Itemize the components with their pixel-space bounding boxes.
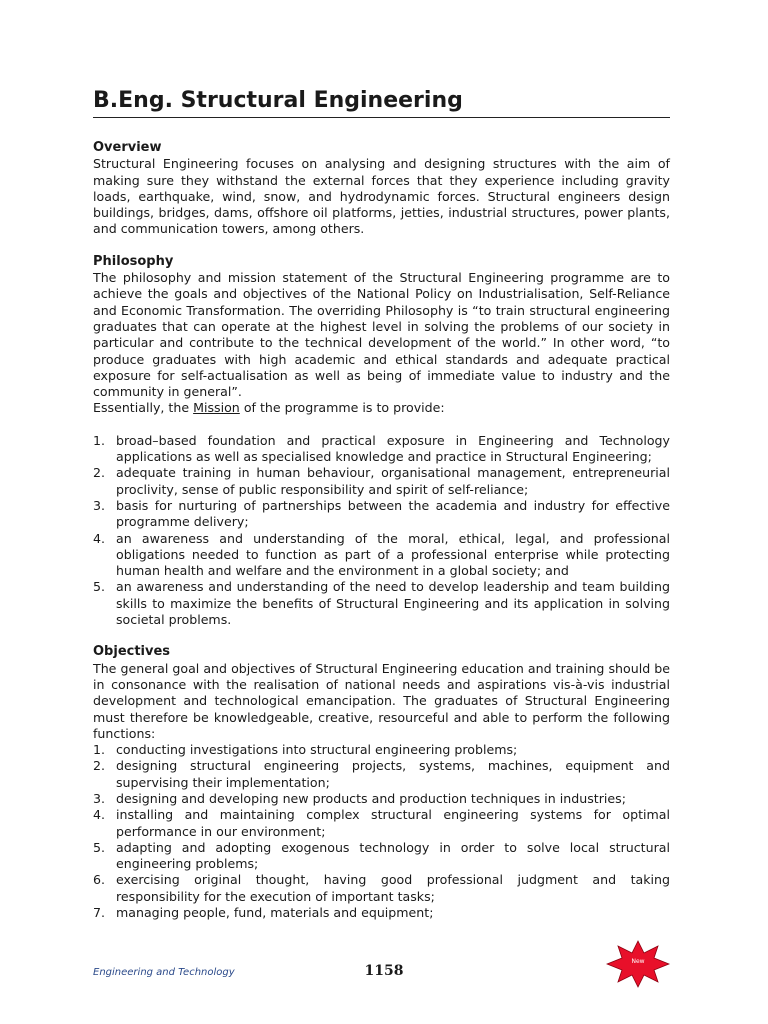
list-item	[93, 758, 670, 791]
list-item-text: designing structural engineering projects, systems, machines, equipment and supervising their implementation;	[116, 758, 670, 790]
list-item-text: conducting investigations into structural engineering problems;	[116, 742, 518, 758]
list-number: 5.	[93, 579, 106, 595]
list-item-text: basis for nurturing of partnerships between the academia and industry for effective programme delivery;	[116, 497, 670, 530]
objectives-section	[93, 644, 670, 921]
list-number: 5.	[93, 839, 106, 855]
list-item	[93, 531, 670, 580]
list-number: 2.	[93, 465, 106, 481]
philosophy-section	[93, 254, 670, 629]
list-item	[93, 791, 670, 807]
mission-intro	[93, 400, 670, 416]
list-number: 1.	[93, 742, 106, 758]
list-item	[93, 872, 670, 905]
list-item	[93, 742, 670, 758]
list-item	[93, 840, 670, 873]
objectives-heading: Objectives	[93, 644, 171, 660]
list-number: 6.	[93, 872, 106, 888]
list-item-text: exercising original thought, having good professional judgment and taking responsibility for the execution of important tasks;	[116, 872, 670, 904]
list-number: 4.	[93, 530, 106, 546]
list-item-text: designing and developing new products and production techniques in industries;	[116, 790, 626, 806]
overview-section	[93, 140, 670, 238]
list-item-text: broad–based foundation and practical exposure in Engineering and Technology applications as well as specialised knowledge and practice in Structural Engineering;	[116, 432, 670, 465]
philosophy-heading: Philosophy	[93, 253, 174, 269]
list-number: 3.	[93, 790, 106, 806]
list-item	[93, 433, 670, 466]
mission-list	[93, 433, 670, 629]
list-item-text: adequate training in human behaviour, organisational management, entrepreneurial proclivity, sense of public responsibility and spirit of self-reliance;	[116, 465, 670, 497]
mission-intro-pre: Essentially, the	[93, 400, 190, 416]
list-item-text: managing people, fund, materials and equipment;	[116, 905, 434, 921]
overview-text: Structural Engineering focuses on analysing and designing structures with the aim of making sure they withstand the external forces that they experience including gravity loads, earthquake, wind, snow, and hydrodynamic forces. Structural engineers design buildings, bridges, dams, offshore oil platforms, jetties, industrial structures, power plants, and communication towers, among others.	[93, 156, 670, 237]
list-item	[93, 465, 670, 498]
mission-intro-post: of the programme is to provide:	[243, 400, 445, 416]
list-item-text: installing and maintaining complex structural engineering systems for optimal performance in our environment;	[116, 807, 670, 839]
objectives-list	[93, 742, 670, 921]
list-item	[93, 579, 670, 628]
overview-heading: Overview	[93, 140, 162, 155]
list-number: 3.	[93, 497, 106, 513]
list-item	[93, 905, 670, 921]
philosophy-text: The philosophy and mission statement of the Structural Engineering programme are to achieve the goals and objectives of the National Policy on Industrialisation, Self-Reliance and Economic Transformation. The overriding Philosophy is “to train structural engineering graduates that can operate at the highest level in solving the problems of our society in particular and contribute to the technical development of the world.” In other word, “to produce graduates with high academic and ethical standards and adequate practical exposure for self-actualisation as well as being of immediate value to industry and the community in general”.	[93, 270, 670, 400]
document-page	[93, 86, 670, 921]
objectives-text: The general goal and objectives of Structural Engineering education and training should be in consonance with the realisation of national needs and aspirations vis-à-vis industrial development and technological emancipation. The graduates of Structural Engineering must therefore be knowledgeable, creative, resourceful and able to perform the following functions:	[93, 660, 670, 741]
list-number: 4.	[93, 807, 106, 823]
list-item-text: adapting and adopting exogenous technology in order to solve local structural engineering problems;	[116, 839, 670, 872]
list-item	[93, 807, 670, 840]
list-number: 7.	[93, 905, 106, 921]
list-number: 1.	[93, 432, 106, 448]
page-title: B.Eng. Structural Engineering	[93, 86, 670, 118]
list-number: 2.	[93, 758, 106, 774]
mission-word: Mission	[193, 400, 240, 416]
new-badge-label: New	[631, 958, 645, 965]
list-item-text: an awareness and understanding of the moral, ethical, legal, and professional obligations needed to function as part of a professional enterprise while protecting human health and welfare and the environment in a global society; and	[116, 530, 670, 579]
list-item-text: an awareness and understanding of the need to develop leadership and team building skills to maximize the benefits of Structural Engineering and its application in solving societal problems.	[116, 579, 670, 628]
footer-section-label: Engineering and Technology	[93, 967, 235, 978]
list-item	[93, 498, 670, 531]
page-number: 1158	[364, 963, 404, 979]
